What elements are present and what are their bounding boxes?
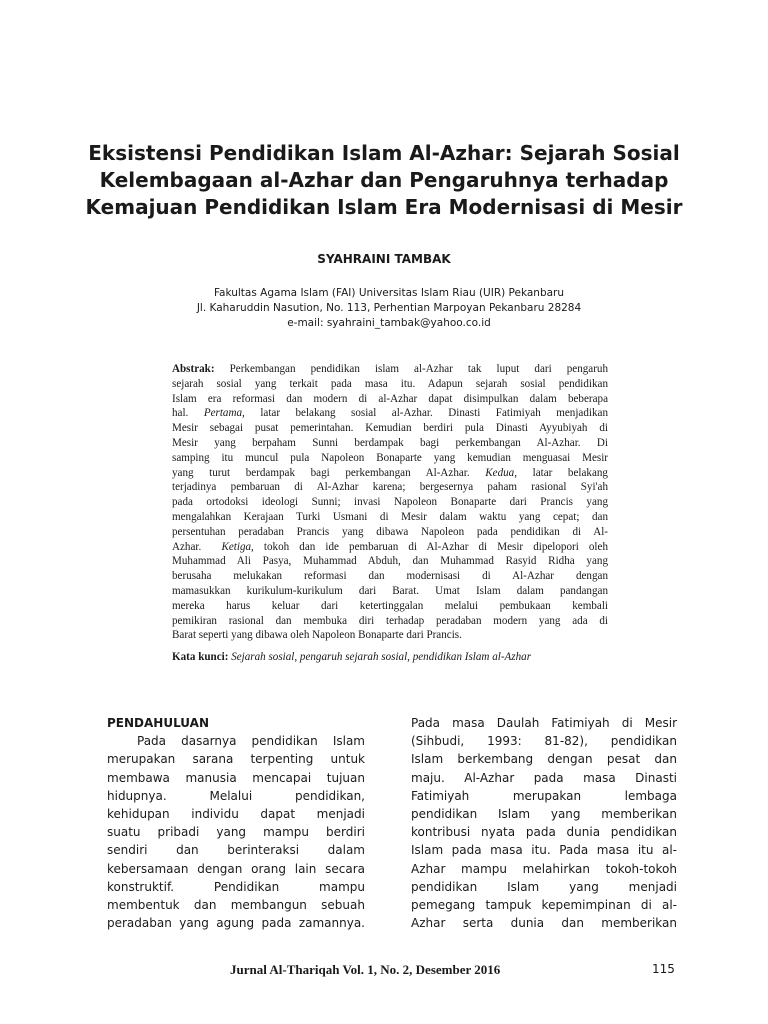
body-line: Azhar serta dunia dan memberikan xyxy=(411,916,677,931)
keywords-text: Sejarah sosial, pengaruh sejarah sosial, pendidikan Islam al-Azhar xyxy=(231,651,532,663)
keywords xyxy=(172,650,632,665)
abstract-line: Azhar. Ketiga, tokoh dan ide pembaruan di Al-Azhar di Mesir dipelopori oleh xyxy=(172,540,608,553)
body-line: membawa manusia mencapai tujuan xyxy=(107,770,365,785)
journal-citation: Jurnal Al-Thariqah Vol. 1, No. 2, Desember 2016 xyxy=(230,962,501,977)
left-column xyxy=(107,714,365,932)
body-line: membentuk dan membangun sebuah xyxy=(107,898,365,913)
body-line: kebersamaan dengan orang lain secara xyxy=(107,861,365,876)
body-line: konstruktif. Pendidikan mampu xyxy=(107,879,365,894)
section-heading: PENDAHULUAN xyxy=(107,716,209,730)
abstract-line: Islam era reformasi dan modern di al-Azhar dapat disimpulkan dalam beberapa xyxy=(172,392,608,405)
abstract-line: terjadinya pembaruan di Al-Azhar karena; bergesernya paham rasional Syi'ah xyxy=(172,481,608,494)
abstract-line: pemikiran rasional dan membuka diri terhadap peradaban modern yang ada di xyxy=(172,614,608,627)
abstract-line: berusaha melukakan reformasi dan modernisasi di Al-Azhar dengan xyxy=(172,570,608,583)
abstract-line: Muhammad Ali Pasya, Muhammad Abduh, dan Muhammad Rasyid Ridha yang xyxy=(172,555,608,568)
page-number: 115 xyxy=(652,962,675,976)
body-line: kehidupan individu dapat menjadi xyxy=(107,807,365,822)
body-line: sendiri dan berinteraksi dalam xyxy=(107,843,365,858)
body-line: peradaban yang agung pada zamannya. xyxy=(107,916,365,931)
author-affiliation xyxy=(0,286,768,331)
body-line: pendidikan Islam yang menjadi xyxy=(411,879,677,894)
body-line: Islam pada masa itu. Pada masa itu al- xyxy=(411,843,677,858)
abstract-line: mereka harus keluar dari ketertinggalan melalui pembukaan kembali xyxy=(172,599,608,612)
body-line: Islam berkembang dengan pesat dan xyxy=(411,752,677,767)
title-line-1: Eksistensi Pendidikan Islam Al-Azhar: Sejarah Sosial xyxy=(88,141,680,165)
abstract-line: Barat seperti yang dibawa oleh Napoleon Bonaparte dari Prancis. xyxy=(172,629,462,642)
title-line-2: Kelembagaan al-Azhar dan Pengaruhnya terhadap xyxy=(99,168,669,192)
abstract-line: Mesir yang berpaham Sunni berdampak bagi perkembangan Al-Azhar. Di xyxy=(172,436,608,449)
abstract-line: Abstrak: Perkembangan pendidikan islam al-Azhar tak luput dari pengaruh xyxy=(172,363,608,375)
body-line: pemegang tampuk kepemimpinan di al- xyxy=(411,898,677,913)
body-line: pendidikan Islam yang memberikan xyxy=(411,807,677,822)
author-name: SYAHRAINI TAMBAK xyxy=(317,252,451,266)
affiliation-institution: Fakultas Agama Islam (FAI) Universitas Islam Riau (UIR) Pekanbaru xyxy=(213,287,565,299)
body-line: hidupnya. Melalui pendidikan, xyxy=(107,788,365,803)
abstract-line: yang turut berdampak bagi perkembangan Al-Azhar. Kedua, latar belakang xyxy=(172,466,608,479)
body-line: Fatimiyah merupakan lembaga xyxy=(411,788,677,803)
abstract-line: persentuhan peradaban Prancis yang dibawa Napoleon pada pendidikan di Al- xyxy=(172,525,608,538)
abstract-label: Abstrak: xyxy=(172,363,215,375)
body-line: Pada dasarnya pendidikan Islam xyxy=(137,734,365,749)
abstract-line: samping itu muncul pula Napoleon Bonaparte yang kemudian menguasai Mesir xyxy=(172,451,608,464)
right-column xyxy=(411,714,677,932)
affiliation-address: Jl. Kaharuddin Nasution, No. 113, Perhentian Marpoyan Pekanbaru 28284 xyxy=(196,302,582,314)
body-line: suatu pribadi yang mampu berdiri xyxy=(107,825,365,840)
body-line: Pada masa Daulah Fatimiyah di Mesir xyxy=(411,716,677,730)
abstract-line: Mesir sebagai pusat pemerintahan. Kemudian berdiri pula Dinasti Ayyubiyah di xyxy=(172,422,608,435)
body-line: (Sihbudi, 1993: 81-82), pendidikan xyxy=(411,734,677,749)
affiliation-email: e-mail: syahraini_tambak@yahoo.co.id xyxy=(287,317,491,329)
body-line: Azhar mampu melahirkan tokoh-tokoh xyxy=(411,861,677,876)
body-line: kontribusi nyata pada dunia pendidikan xyxy=(411,825,677,840)
body-line: merupakan sarana terpenting untuk xyxy=(107,752,365,767)
abstract-line: mengalahkan Kerajaan Turki Usmani di Mesir dalam waktu yang cepat; dan xyxy=(172,510,608,523)
keywords-label: Kata kunci: xyxy=(172,651,229,663)
abstract xyxy=(172,362,608,643)
abstract-line: mamasukkan kurikulum-kurikulum dari Barat. Umat Islam dalam pandangan xyxy=(172,584,608,597)
title-line-3: Kemajuan Pendidikan Islam Era Modernisasi di Mesir xyxy=(85,195,683,219)
abstract-line: sejarah sosial yang terkait pada masa itu. Adapun sejarah sosial pendidikan xyxy=(172,377,608,390)
body-line: maju. Al-Azhar pada masa Dinasti xyxy=(411,770,677,785)
article-title xyxy=(70,140,698,221)
abstract-line: hal. Pertama, latar belakang sosial al-Azhar. Dinasti Fatimiyah menjadikan xyxy=(172,407,608,420)
abstract-line: pada ortodoksi ideologi Sunni; invasi Napoleon Bonaparte dari Prancis yang xyxy=(172,496,608,509)
